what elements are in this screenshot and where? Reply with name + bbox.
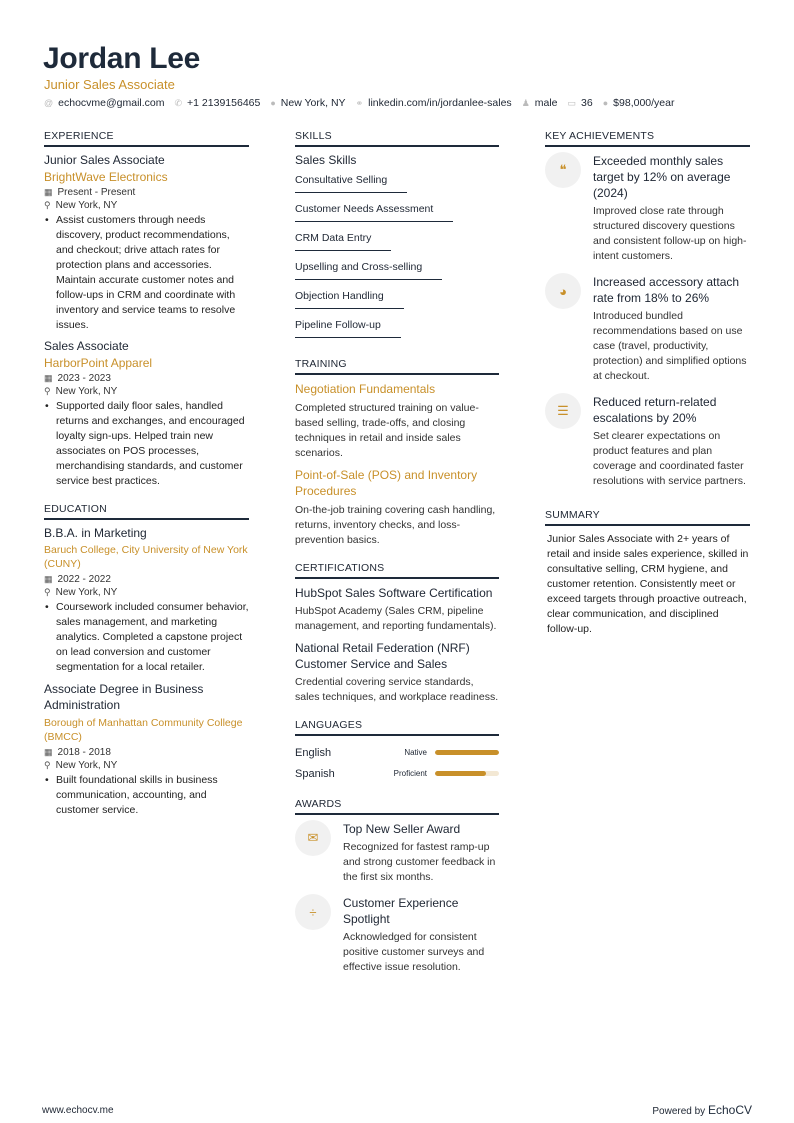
location-icon: ⚲ (44, 200, 51, 210)
location (44, 200, 249, 211)
award-title: Top New Seller Award (343, 822, 461, 836)
language-bar-fill (435, 771, 486, 776)
section-heading: SKILLS (295, 130, 499, 147)
middle-column (295, 130, 499, 995)
language-name: English (295, 746, 332, 759)
pie-chart-icon: ◕ (545, 273, 581, 309)
award-desc: Acknowledged for consistent positive customer surveys and effective issue resolution. (343, 931, 485, 973)
language-bar-fill (435, 750, 499, 755)
experience-section (44, 130, 249, 489)
envelope-icon: ✉ (295, 820, 331, 856)
award-desc: Recognized for fastest ramp-up and strong customer feedback in the first six months. (343, 841, 496, 883)
dates (44, 747, 249, 758)
contact-age (568, 97, 593, 109)
contact-text: 36 (581, 97, 593, 109)
bullet: • Coursework included consumer behavior, sales management, and marketing analytics. Completed a capstone project on lead conversion and customer segmentation for a local retailer. (44, 600, 249, 675)
degree: Associate Degree in Business Administration (44, 682, 204, 712)
location-icon: ⚲ (44, 587, 51, 597)
divide-icon: ÷ (295, 894, 331, 930)
contact-linkedin[interactable] (356, 97, 512, 109)
award-title: Customer Experience Spotlight (343, 896, 459, 926)
achievement-title: Reduced return-related escalations by 20% (593, 395, 717, 425)
candidate-title: Junior Sales Associate (44, 77, 175, 92)
certifications-section (295, 562, 499, 705)
dates-text: 2023 - 2023 (57, 373, 111, 384)
candidate-name: Jordan Lee (43, 42, 201, 75)
money-icon: ● (602, 98, 609, 108)
calendar-icon: ▦ (44, 574, 53, 584)
location (44, 386, 249, 397)
skills-section (295, 130, 499, 344)
location-icon: ● (270, 98, 276, 108)
skill-item: Customer Needs Assessment (295, 201, 453, 222)
achievement-title: Increased accessory attach rate from 18% to 26% (593, 275, 740, 305)
achievement-title: Exceeded monthly sales target by 12% on average (2024) (593, 154, 731, 200)
education-section (44, 503, 249, 818)
degree: B.B.A. in Marketing (44, 526, 147, 540)
bullet: • Assist customers through needs discovery, product recommendations, and checkout; drive attach rates for protection plans and accessories. Maintain accurate customer notes and follow-ups in CRM and coordinate with inventory and service teams to resolve issues. (44, 213, 249, 333)
bullet: • Built foundational skills in business communication, accounting, and customer service. (44, 773, 249, 818)
dates-text: Present - Present (57, 187, 136, 198)
language-name: Spanish (295, 767, 335, 780)
contact-text: New York, NY (280, 97, 346, 109)
award-item (295, 895, 499, 981)
skill-group: Sales Skills (295, 153, 357, 167)
section-heading: EDUCATION (44, 503, 249, 520)
languages-section (295, 719, 499, 784)
link-icon: ⚭ (355, 97, 364, 108)
skill-item: CRM Data Entry (295, 230, 391, 251)
section-heading: AWARDS (295, 798, 499, 815)
contact-row (44, 97, 674, 109)
contact-location (270, 97, 345, 109)
contact-email[interactable] (44, 97, 165, 109)
summary-text: Junior Sales Associate with 2+ years of retail and inside sales experience, skilled in consultative selling, CRM hygiene, and customer retention. Consistently meet or exceed targets through proactive outreach, clear communication, and disciplined follow-up. (547, 533, 749, 635)
achievement-item (545, 394, 750, 495)
contact-text: +1 2139156465 (187, 97, 261, 109)
experience-item (44, 339, 249, 489)
cert-desc: HubSpot Academy (Sales CRM, pipeline management, and reporting fundamentals). (295, 605, 497, 632)
achievements-section (545, 130, 750, 495)
left-column (44, 130, 249, 832)
brand-logo[interactable]: EchoCV (707, 1103, 752, 1117)
training-section (295, 358, 499, 548)
language-item (295, 742, 499, 763)
achievement-desc: Improved close rate through structured discovery questions and consistent follow-up on high-intent customers. (593, 205, 747, 262)
skill-item: Upselling and Cross-selling (295, 259, 442, 280)
chat-icon: ❝ (545, 152, 581, 188)
contact-salary (603, 97, 675, 109)
footer-powered (652, 1103, 752, 1117)
training-desc: Completed structured training on value-based selling, trade-offs, and closing techniques in retail and inside sales scenarios. (295, 402, 479, 459)
language-bar (435, 750, 499, 755)
contact-text: echocvme@gmail.com (58, 97, 165, 109)
section-heading: EXPERIENCE (44, 130, 249, 147)
cert-desc: Credential covering service standards, sales techniques, and workplace readiness. (295, 676, 499, 703)
dates-text: 2022 - 2022 (57, 574, 111, 585)
bullet: • Supported daily floor sales, handled returns and exchanges, and encouraged loyalty sign-ups. Helped train new associates on POS processes, merchandising standards, and customer service best practices. (44, 399, 249, 489)
location-text: New York, NY (55, 760, 118, 771)
language-level: Native (404, 748, 427, 757)
location (44, 587, 249, 598)
education-item (44, 526, 249, 675)
school: Baruch College, City University of New York (CUNY) (44, 544, 248, 570)
location-text: New York, NY (55, 200, 118, 211)
footer-website[interactable]: www.echocv.me (42, 1105, 114, 1116)
language-level: Proficient (393, 769, 427, 778)
dates (44, 187, 249, 198)
contact-text: male (534, 97, 558, 109)
dates (44, 574, 249, 585)
achievement-desc: Introduced bundled recommendations based on use case (travel, productivity, protection) and simplified options at checkout. (593, 310, 747, 382)
experience-item (44, 153, 249, 333)
summary-section (545, 509, 750, 637)
at-icon: @ (44, 98, 54, 108)
location-text: New York, NY (55, 587, 118, 598)
section-heading: KEY ACHIEVEMENTS (545, 130, 750, 147)
contact-gender (522, 97, 558, 109)
contact-text: linkedin.com/in/jordanlee-sales (368, 97, 512, 109)
language-item (295, 763, 499, 784)
achievement-item (545, 274, 750, 390)
skill-item: Objection Handling (295, 288, 404, 309)
location (44, 760, 249, 771)
calendar-icon: ▦ (44, 747, 53, 757)
education-item (44, 681, 249, 818)
cert-title: HubSpot Sales Software Certification (295, 586, 493, 600)
calendar-icon: ▦ (44, 373, 53, 383)
user-icon: ♟ (521, 97, 530, 108)
location-text: New York, NY (55, 386, 118, 397)
right-column (545, 130, 750, 651)
location-icon: ⚲ (44, 760, 51, 770)
section-heading: TRAINING (295, 358, 499, 375)
company: HarborPoint Apparel (44, 356, 153, 370)
section-heading: CERTIFICATIONS (295, 562, 499, 579)
role: Junior Sales Associate (44, 153, 165, 167)
training-title: Negotiation Fundamentals (295, 382, 436, 396)
cert-title: National Retail Federation (NRF) Customer Service and Sales (295, 641, 470, 671)
calendar-icon: ▭ (567, 97, 577, 108)
training-title: Point-of-Sale (POS) and Inventory Procedures (295, 468, 478, 498)
achievement-item (545, 153, 750, 270)
location-icon: ⚲ (44, 386, 51, 396)
skill-item: Consultative Selling (295, 172, 407, 193)
language-bar (435, 771, 499, 776)
dates-text: 2018 - 2018 (57, 747, 111, 758)
contact-phone (175, 97, 261, 109)
powered-label: Powered by (652, 1106, 706, 1117)
school: Borough of Manhattan Community College (BMCC) (44, 717, 243, 743)
training-desc: On-the-job training covering cash handling, returns, inventory checks, and loss-prevention basics. (295, 504, 496, 546)
role: Sales Associate (44, 339, 129, 353)
calendar-icon: ▦ (44, 187, 53, 197)
contact-text: $98,000/year (613, 97, 675, 109)
section-heading: LANGUAGES (295, 719, 499, 736)
award-item (295, 821, 499, 891)
section-heading: SUMMARY (545, 509, 750, 526)
dates (44, 373, 249, 384)
achievement-desc: Set clearer expectations on product features and plan coverage and coordinated faster resolutions with service partners. (593, 430, 746, 487)
company: BrightWave Electronics (44, 170, 168, 184)
awards-section (295, 798, 499, 981)
sliders-icon: ☰ (545, 393, 581, 429)
phone-icon: ✆ (174, 97, 183, 108)
skill-item: Pipeline Follow-up (295, 317, 401, 338)
